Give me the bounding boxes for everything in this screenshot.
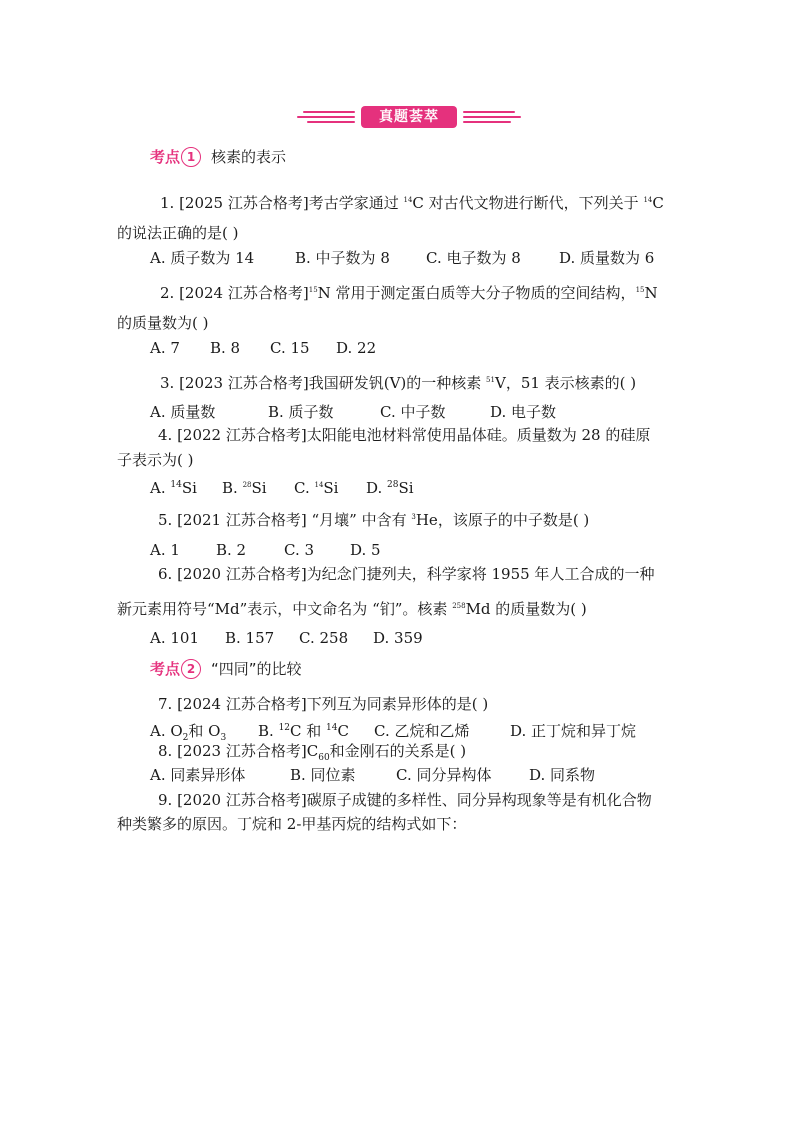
option-c[interactable]: C. 3: [284, 541, 315, 559]
section-number: 1: [181, 147, 201, 167]
option-c[interactable]: C. 乙烷和乙烯: [374, 722, 470, 740]
option-c[interactable]: C. $^{14}$Si: [294, 479, 339, 497]
option-a[interactable]: A. 7: [150, 339, 180, 357]
banner-deco-line: [463, 116, 521, 118]
banner-deco-line: [307, 121, 355, 123]
question-6-options: [150, 628, 423, 648]
isotope-notation: $^{51}$V: [486, 374, 506, 392]
option-a[interactable]: A. 101: [150, 629, 199, 647]
section-heading-2: [150, 658, 302, 679]
option-b[interactable]: B. 8: [210, 339, 241, 357]
option-c[interactable]: C. 同分异构体: [396, 766, 492, 784]
question-3-options: [150, 402, 556, 422]
option-a[interactable]: A. 质量数: [150, 403, 216, 421]
question-2-options: [150, 338, 376, 358]
option-b[interactable]: B. $^{12}$C 和 $^{14}$C: [258, 722, 349, 740]
question-9-line-2: 种类繁多的原因。丁烷和 2-甲基丙烷的结构式如下：: [117, 815, 467, 833]
option-d[interactable]: D. 电子数: [490, 403, 557, 421]
question-1-line-2: 的说法正确的是( ): [117, 224, 239, 242]
option-b[interactable]: B. 同位素: [290, 766, 356, 784]
question-2-line-2: 的质量数为( ): [117, 314, 209, 332]
question-1-line-1: 1. [2025 江苏合格考]考古学家通过 $^{14}$C 对古代文物进行断代，下列关于 $^{14}$C: [160, 190, 664, 213]
option-d[interactable]: D. 5: [350, 541, 381, 559]
option-b[interactable]: B. 质子数: [268, 403, 334, 421]
section-label: 考点: [150, 148, 181, 166]
section-number: 2: [181, 659, 201, 679]
section-title: “四同”的比较: [211, 660, 302, 678]
section-label: 考点: [150, 660, 181, 678]
option-a[interactable]: A. 1: [150, 541, 180, 559]
banner-deco-line: [303, 111, 355, 113]
option-c[interactable]: C. 258: [299, 629, 349, 647]
option-b[interactable]: B. 2: [216, 541, 247, 559]
option-d[interactable]: D. 22: [336, 339, 377, 357]
question-5-options: [150, 540, 381, 560]
option-d[interactable]: D. 359: [373, 629, 423, 647]
isotope-notation: $^3$He: [411, 511, 438, 529]
isotope-notation: $^{15}$N: [635, 284, 658, 302]
question-4-line-2: 子表示为( ): [117, 451, 194, 469]
option-c[interactable]: C. 电子数为 8: [426, 249, 521, 267]
question-8-line-1: 8. [2023 江苏合格考]$C_{60}$和金刚石的关系是( ): [158, 742, 467, 763]
option-a[interactable]: A. 同素异形体: [150, 766, 246, 784]
option-d[interactable]: D. $^{28}$Si: [366, 479, 414, 497]
question-3-line-1: 3. [2023 江苏合格考]我国研发钒(V)的一种核素 $^{51}$V，51 表示核素的( ): [160, 370, 636, 393]
option-b[interactable]: B. 中子数为 8: [295, 249, 390, 267]
banner-title: 真题荟萃: [361, 106, 457, 128]
isotope-notation: $^{258}$Md: [452, 600, 491, 618]
question-9-line-1: 9. [2020 江苏合格考]碳原子成键的多样性、同分异构现象等是有机化合物: [158, 791, 652, 809]
banner-deco-line: [463, 111, 515, 113]
option-d[interactable]: D. 质量数为 6: [559, 249, 655, 267]
option-c[interactable]: C. 中子数: [380, 403, 446, 421]
section-banner: [297, 105, 527, 131]
section-title: 核素的表示: [211, 148, 287, 166]
question-7-line-1: 7. [2024 江苏合格考]下列互为同素异形体的是( ): [158, 695, 489, 713]
option-a[interactable]: A. 质子数为 14: [150, 249, 255, 267]
option-a[interactable]: A. $O_2$和 $O_3$: [150, 722, 227, 743]
isotope-notation: $^{15}$N: [308, 284, 331, 302]
option-a[interactable]: A. $^{14}$Si: [150, 479, 197, 497]
section-heading-1: [150, 146, 286, 167]
question-8-options: [150, 765, 595, 785]
question-6-line-2: 新元素用符号“Md”表示，中文命名为 “钔”。核素 $^{258}$Md 的质量数为( ): [117, 596, 587, 619]
question-5-line-1: 5. [2021 江苏合格考] “月壤” 中含有 $^3$He，该原子的中子数是( ): [158, 507, 589, 530]
question-6-line-1: 6. [2020 江苏合格考]为纪念门捷列夫，科学家将 1955 年人工合成的一种: [158, 565, 655, 583]
option-b[interactable]: B. $^{28}$Si: [222, 479, 267, 497]
option-c[interactable]: C. 15: [270, 339, 310, 357]
banner-deco-line: [297, 116, 355, 118]
isotope-notation: $^{14}$C: [403, 194, 424, 212]
isotope-notation: $^{14}$C: [643, 194, 664, 212]
question-1-options: [150, 248, 654, 268]
banner-deco-line: [463, 121, 511, 123]
question-2-line-1: 2. [2024 江苏合格考]$^{15}$N 常用于测定蛋白质等大分子物质的空间结构，$^{15}$N: [160, 280, 658, 303]
option-d[interactable]: D. 正丁烷和异丁烷: [510, 722, 637, 740]
question-4-options: [150, 475, 414, 498]
question-4-line-1: 4. [2022 江苏合格考]太阳能电池材料常使用晶体硅。质量数为 28 的硅原: [158, 426, 651, 444]
option-d[interactable]: D. 同系物: [529, 766, 596, 784]
option-b[interactable]: B. 157: [225, 629, 275, 647]
